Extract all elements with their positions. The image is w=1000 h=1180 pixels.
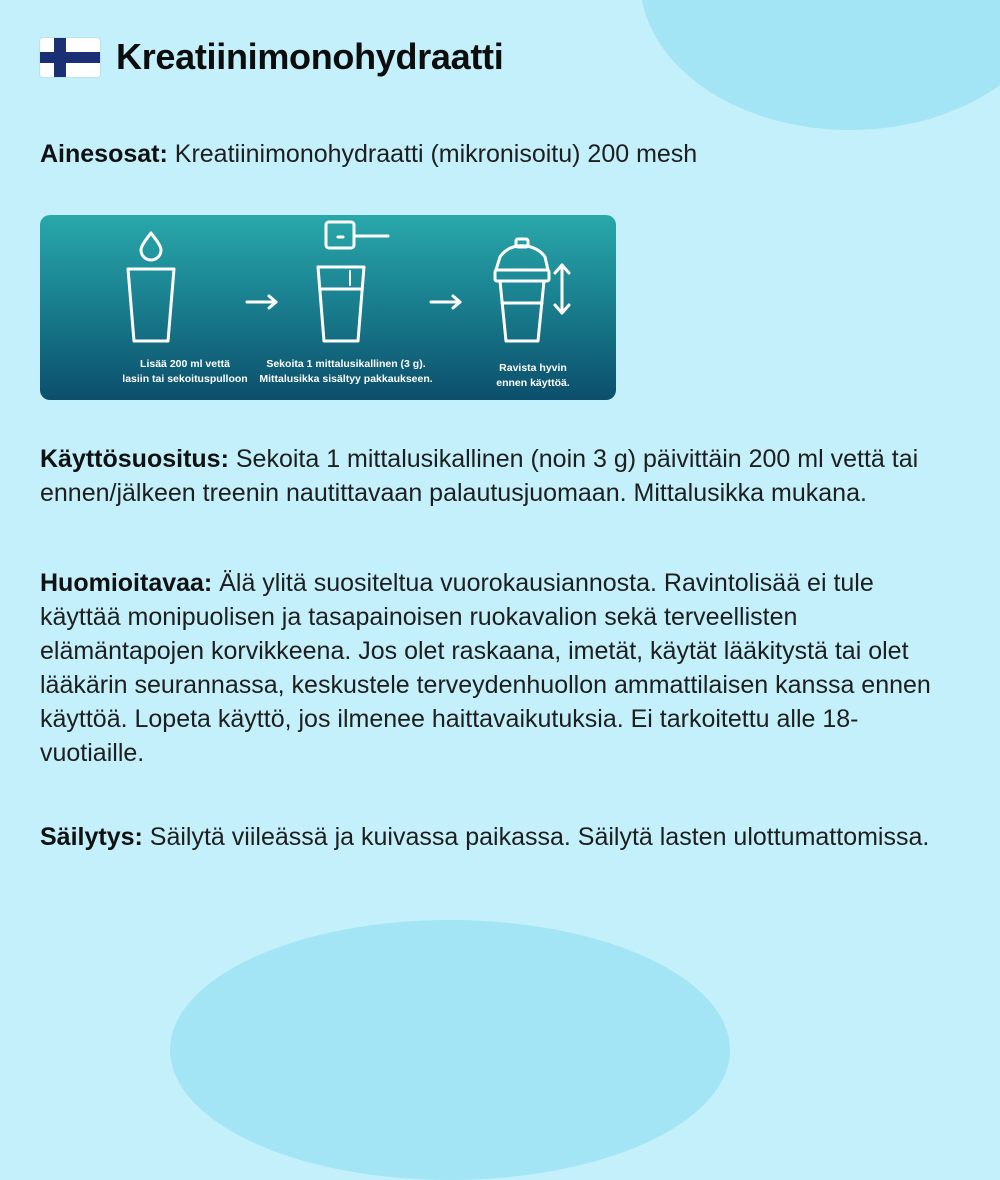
storage-text: Säilytä viileässä ja kuivassa paikassa. Säilytä lasten ulottumattomissa. [149,823,930,851]
step-1-caption-line-2: lasiin tai sekoituspulloon [122,373,248,385]
step-2-caption-line-2: Mittalusikka sisältyy pakkaukseen. [259,373,433,385]
arrow-right-icon [247,296,276,308]
storage-section [40,820,940,854]
page-title: Kreatiinimonohydraatti [116,36,504,77]
step-3-caption-line-2: ennen käyttöä. [496,377,570,389]
finland-flag-icon [40,38,100,77]
scoop-glass-icon [318,222,388,341]
glass-icon [128,269,174,341]
storage-label: Säilytys: [40,823,143,851]
step-3-caption-line-1: Ravista hyvin [499,362,567,374]
usage-label: Käyttösuositus: [40,445,229,473]
water-glass-icon [128,233,174,341]
instructions-panel [40,215,616,400]
scoop-icon [326,222,354,248]
step-2-caption-line-1: Sekoita 1 mittalusikallinen (3 g). [266,358,426,370]
notes-label: Huomioitavaa: [40,569,213,597]
decorative-blob-bottom [170,920,730,1180]
double-arrow-vertical-icon [555,265,569,313]
step-3-caption [478,361,588,391]
arrow-right-icon [431,296,460,308]
decorative-blob-top-right [640,0,1000,130]
ingredients-section [40,137,940,171]
ingredients-label: Ainesosat: [40,140,168,168]
header [40,36,503,78]
notes-section [40,566,940,770]
notes-text: Älä ylitä suositeltua vuorokausiannosta. Ravintolisää ei tule käyttää monipuolisen ja tasapainoisen ruokavalion sekä terveellisten elämäntapojen korvikkeena. Jos olet raskaana, imetät, käytät lääkitystä tai olet lääkärin seurannassa, keskustele terveydenhuollon ammattilaisen kanssa ennen käyttöä. Lopeta käyttö, jos ilmenee haittavaikutuksia. Ei tarkoitettu alle 18-vuotiaille. [40,569,931,767]
step-1-caption-line-1: Lisää 200 ml vettä [140,358,230,370]
ingredients-text: Kreatiinimonohydraatti (mikronisoitu) 200 mesh [174,140,698,168]
usage-section [40,442,940,510]
shaker-icon [495,239,549,341]
step-1-caption [110,357,260,387]
water-drop-icon [141,233,161,260]
step-2-caption [246,357,446,387]
usage-text: Sekoita 1 mittalusikallinen (noin 3 g) päivittäin 200 ml vettä tai ennen/jälkeen treenin nautittavaan palautusjuomaan. Mittalusikka mukana. [40,445,919,507]
